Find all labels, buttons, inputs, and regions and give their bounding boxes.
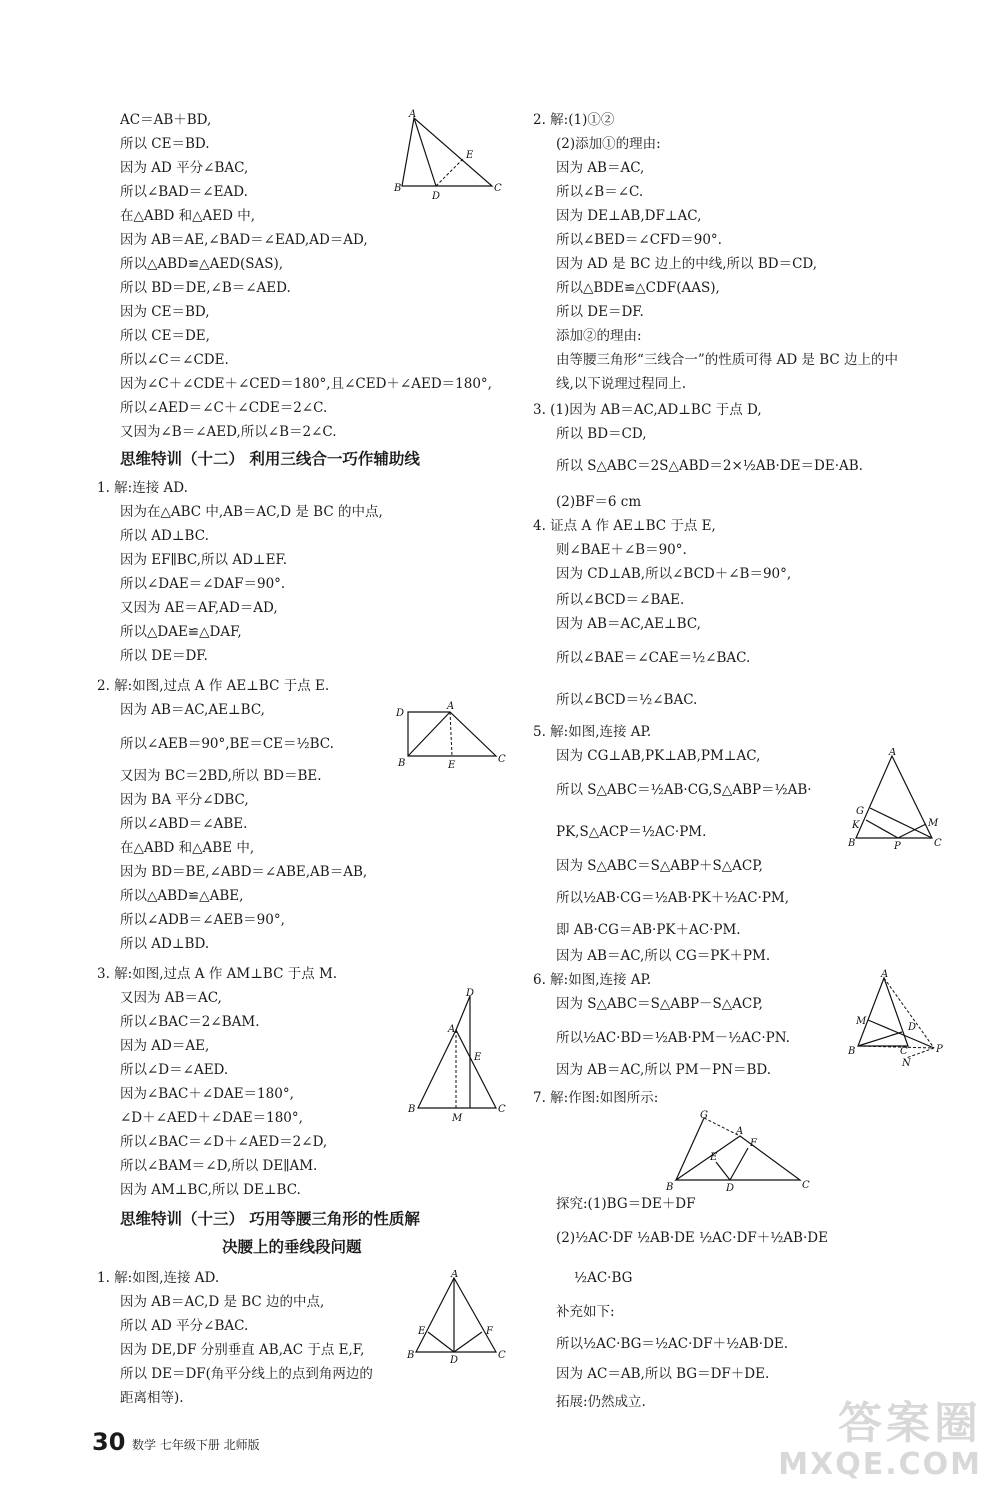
text-line: 所以∠BAD＝∠EAD. bbox=[120, 184, 248, 200]
text-line: 所以∠AEB＝90°,BE＝CE＝½BC. bbox=[120, 736, 334, 752]
text-line: 因为 DE⊥AB,DF⊥AC, bbox=[556, 208, 702, 224]
text-line: 探究:(1)BG＝DE＋DF bbox=[556, 1196, 696, 1212]
text-line: 因为 BD＝BE,∠ABD＝∠ABE,AB＝AB, bbox=[120, 864, 368, 880]
label-m: M bbox=[452, 1113, 463, 1122]
text-line: 所以½AC·BG＝½AC·DF＋½AB·DE. bbox=[556, 1336, 789, 1352]
text-line: 所以 AD⊥BC. bbox=[120, 528, 209, 544]
label-b: B bbox=[848, 838, 856, 849]
label-a: A bbox=[889, 748, 897, 758]
text-line: 所以 BD＝DE,∠B＝∠AED. bbox=[120, 280, 291, 296]
text-line: 7. 解:作图:如图所示: bbox=[533, 1090, 659, 1106]
text-line: 因为∠BAC＋∠DAE＝180°, bbox=[120, 1086, 294, 1102]
text-line: 所以 BD＝CD, bbox=[556, 426, 647, 442]
label-g: G bbox=[856, 806, 864, 817]
label-n: N bbox=[902, 1058, 911, 1068]
figure-quadrilateral-dabc bbox=[394, 700, 510, 776]
section-heading: 决腰上的垂线段问题 bbox=[222, 1238, 362, 1256]
text-line: 所以½AB·CG＝½AB·PK＋½AC·PM, bbox=[556, 890, 790, 906]
text-line: PK,S△ACP＝½AC·PM. bbox=[556, 824, 707, 840]
label-e: E bbox=[474, 1052, 482, 1063]
text-line: 因为 AM⊥BC,所以 DE⊥BC. bbox=[120, 1182, 301, 1198]
label-d: D bbox=[432, 191, 441, 202]
text-line: 所以 DE＝DF(角平分线上的点到角两边的 bbox=[120, 1366, 373, 1382]
label-d: D bbox=[450, 1355, 459, 1366]
text-line: 所以∠AED＝∠C＋∠CDE＝2∠C. bbox=[120, 400, 328, 416]
text-line: 因为 AD＝AE, bbox=[120, 1038, 210, 1054]
watermark-line2: MXQE.COM bbox=[778, 1447, 982, 1482]
text-line: 3. (1)因为 AB＝AC,AD⊥BC 于点 D, bbox=[533, 402, 762, 418]
text-line: 又因为 AE＝AF,AD＝AD, bbox=[120, 600, 278, 616]
text-line: 所以∠C＝∠CDE. bbox=[120, 352, 229, 368]
label-b: B bbox=[408, 1104, 416, 1115]
label-a: A bbox=[409, 109, 417, 120]
label-p: P bbox=[894, 841, 901, 852]
text-line: 因为 AD 平分∠BAC, bbox=[120, 160, 249, 176]
text-line: 线,以下说理过程同上. bbox=[556, 376, 687, 392]
text-line: 即 AB·CG＝AB·PK＋AC·PM. bbox=[556, 922, 741, 938]
text-line: 因为 S△ABC＝S△ABP＋S△ACP, bbox=[556, 858, 763, 874]
text-line: 在△ABD 和△ABE 中, bbox=[120, 840, 255, 856]
text-line: 5. 解:如图,连接 AP. bbox=[533, 724, 652, 740]
text-line: 因为 AC＝AB,所以 BG＝DF＋DE. bbox=[556, 1366, 770, 1382]
figure-triangle-abc-de-1 bbox=[394, 108, 504, 204]
text-line: 所以∠DAE＝∠DAF＝90°. bbox=[120, 576, 286, 592]
text-line: 又因为 BC＝2BD,所以 BD＝BE. bbox=[120, 768, 322, 784]
text-line: 因为 AB＝AC,AE⊥BC, bbox=[556, 616, 701, 632]
text-line: 添加②的理由: bbox=[556, 328, 642, 344]
text-line: 因为 EF∥BC,所以 AD⊥EF. bbox=[120, 552, 288, 568]
text-line: 因为 S△ABC＝S△ABP－S△ACP, bbox=[556, 996, 763, 1012]
text-line: 因为 DE,DF 分别垂直 AB,AC 于点 E,F, bbox=[120, 1342, 365, 1358]
text-line: 1. 解:连接 AD. bbox=[97, 480, 188, 496]
text-line: 距离相等). bbox=[120, 1390, 184, 1406]
text-line: 所以∠B＝∠C. bbox=[556, 184, 644, 200]
text-line: 因为 CG⊥AB,PK⊥AB,PM⊥AC, bbox=[556, 748, 761, 764]
text-line: (2)BF＝6 cm bbox=[556, 494, 642, 510]
figure-triangle-abc-gkmp bbox=[846, 748, 946, 852]
figure-triangle-abc-efg bbox=[664, 1110, 814, 1192]
label-c: C bbox=[900, 1046, 908, 1057]
footer-text: 数学 七年级下册 北师版 bbox=[132, 1438, 260, 1452]
watermark-line1: 答案圈 bbox=[838, 1398, 982, 1449]
text-line: 所以 AD⊥BD. bbox=[120, 936, 210, 952]
label-d: D bbox=[396, 708, 405, 719]
text-line: 补充如下: bbox=[556, 1304, 615, 1320]
label-g: G bbox=[700, 1110, 708, 1121]
text-line: 6. 解:如图,连接 AP. bbox=[533, 972, 652, 988]
text-line: AC＝AB＋BD, bbox=[120, 112, 212, 128]
text-line: 拓展:仍然成立. bbox=[556, 1394, 646, 1410]
label-b: B bbox=[848, 1046, 856, 1057]
label-p: P bbox=[936, 1044, 943, 1055]
text-line: 所以∠BAC＝2∠BAM. bbox=[120, 1014, 260, 1030]
text-line: 因为 BA 平分∠DBC, bbox=[120, 792, 249, 808]
label-e: E bbox=[418, 1326, 426, 1337]
label-c: C bbox=[498, 1104, 506, 1115]
label-e: E bbox=[448, 760, 456, 771]
label-e: E bbox=[466, 150, 474, 161]
text-line: 2. 解:如图,过点 A 作 AE⊥BC 于点 E. bbox=[97, 678, 330, 694]
text-line: 所以∠BAC＝∠D＋∠AED＝2∠D, bbox=[120, 1134, 328, 1150]
label-m: M bbox=[856, 1016, 867, 1027]
text-line: ∠D＋∠AED＋∠DAE＝180°, bbox=[120, 1110, 303, 1126]
label-c: C bbox=[494, 183, 502, 194]
text-line: 因为∠C＋∠CDE＋∠CED＝180°,且∠CED＋∠AED＝180°, bbox=[120, 376, 492, 392]
figure-triangle-abc-dmnp bbox=[846, 966, 950, 1068]
text-line: 因为 AB＝AC,所以 PM－PN＝BD. bbox=[556, 1062, 771, 1078]
text-line: 所以½AC·BD＝½AB·PM－½AC·PN. bbox=[556, 1030, 790, 1046]
text-line: 则∠BAE＋∠B＝90°. bbox=[556, 542, 687, 558]
text-line: 因为 AB＝AC,AE⊥BC, bbox=[120, 702, 265, 718]
label-c: C bbox=[498, 1350, 506, 1361]
text-line: 因为 AB＝AC,D 是 BC 边的中点, bbox=[120, 1294, 325, 1310]
label-f: F bbox=[486, 1326, 493, 1337]
text-line: 在△ABD 和△AED 中, bbox=[120, 208, 256, 224]
text-line: 所以∠BCD＝½∠BAC. bbox=[556, 692, 698, 708]
label-d: D bbox=[466, 988, 475, 999]
section-heading: 思维特训（十三） 巧用等腰三角形的性质解 bbox=[120, 1210, 420, 1228]
text-line: 所以∠BAE＝∠CAE＝½∠BAC. bbox=[556, 650, 751, 666]
text-line: 所以△ABD≌△ABE, bbox=[120, 888, 244, 904]
text-line: 所以△BDE≌△CDF(AAS), bbox=[556, 280, 720, 296]
watermark bbox=[778, 1400, 982, 1482]
text-line: 所以∠BCD＝∠BAE. bbox=[556, 592, 685, 608]
text-line: 因为 AB＝AE,∠BAD＝∠EAD,AD＝AD, bbox=[120, 232, 368, 248]
text-line: 所以 CE＝BD. bbox=[120, 136, 210, 152]
text-line: 所以∠BED＝∠CFD＝90°. bbox=[556, 232, 722, 248]
section-heading: 思维特训（十二） 利用三线合一巧作辅助线 bbox=[120, 450, 420, 468]
text-line: 3. 解:如图,过点 A 作 AM⊥BC 于点 M. bbox=[97, 966, 338, 982]
text-line: 所以 S△ABC＝½AB·CG,S△ABP＝½AB· bbox=[556, 782, 812, 798]
text-line: 因为在△ABC 中,AB＝AC,D 是 BC 的中点, bbox=[120, 504, 383, 520]
label-a: A bbox=[451, 1270, 459, 1280]
text-line: 因为 AB＝AC,所以 CG＝PK＋PM. bbox=[556, 948, 771, 964]
text-line: 所以 S△ABC＝2S△ABD＝2×½AB·DE＝DE·AB. bbox=[556, 458, 863, 474]
text-line: (2)½AC·DF ½AB·DE ½AC·DF＋½AB·DE bbox=[556, 1230, 828, 1246]
text-line: 所以 CE＝DE, bbox=[120, 328, 210, 344]
label-e: E bbox=[710, 1152, 718, 1163]
text-line: 因为 AB＝AC, bbox=[556, 160, 645, 176]
label-c: C bbox=[934, 838, 942, 849]
label-b: B bbox=[394, 183, 402, 194]
page-number: 30 bbox=[92, 1428, 126, 1456]
text-line: 所以 AD 平分∠BAC. bbox=[120, 1318, 249, 1334]
text-line: 因为 CD⊥AB,所以∠BCD＋∠B＝90°, bbox=[556, 566, 792, 582]
text-line: 所以∠BAM＝∠D,所以 DE∥AM. bbox=[120, 1158, 318, 1174]
text-line: 因为 CE＝BD, bbox=[120, 304, 210, 320]
text-line: 因为 AD 是 BC 边上的中线,所以 BD＝CD, bbox=[556, 256, 818, 272]
text-line: 1. 解:如图,连接 AD. bbox=[97, 1270, 220, 1286]
label-b: B bbox=[407, 1350, 415, 1361]
label-c: C bbox=[802, 1180, 810, 1191]
label-a: A bbox=[736, 1126, 744, 1137]
text-line: 所以 DE＝DF. bbox=[556, 304, 644, 320]
label-a: A bbox=[447, 701, 455, 712]
text-line: 所以△DAE≌△DAF, bbox=[120, 624, 242, 640]
label-a: A bbox=[881, 969, 889, 980]
label-a: A bbox=[448, 1024, 456, 1035]
text-line: 所以∠D＝∠AED. bbox=[120, 1062, 229, 1078]
label-d: D bbox=[908, 1022, 917, 1033]
label-f: F bbox=[750, 1138, 757, 1149]
label-k: K bbox=[852, 820, 860, 831]
text-line: 2. 解:(1)①② bbox=[533, 112, 615, 128]
text-line: 又因为 AB＝AC, bbox=[120, 990, 222, 1006]
text-line: ½AC·BG bbox=[574, 1270, 633, 1286]
label-b: B bbox=[666, 1182, 674, 1192]
text-line: 所以∠ABD＝∠ABE. bbox=[120, 816, 248, 832]
figure-triangle-abc-def bbox=[406, 1270, 510, 1366]
text-line: 又因为∠B＝∠AED,所以∠B＝2∠C. bbox=[120, 424, 337, 440]
text-line: 所以 DE＝DF. bbox=[120, 648, 208, 664]
text-line: 由等腰三角形“三线合一”的性质可得 AD 是 BC 边上的中 bbox=[556, 352, 899, 368]
figure-triangle-abc-dem bbox=[406, 988, 516, 1122]
label-b: B bbox=[398, 758, 406, 769]
text-line: (2)添加①的理由: bbox=[556, 136, 661, 152]
label-m: M bbox=[928, 818, 939, 829]
label-c: C bbox=[498, 754, 506, 765]
text-line: 所以∠ADB＝∠AEB＝90°, bbox=[120, 912, 285, 928]
text-line: 4. 证点 A 作 AE⊥BC 于点 E, bbox=[533, 518, 716, 534]
label-d: D bbox=[726, 1183, 735, 1192]
text-line: 所以△ABD≌△AED(SAS), bbox=[120, 256, 284, 272]
